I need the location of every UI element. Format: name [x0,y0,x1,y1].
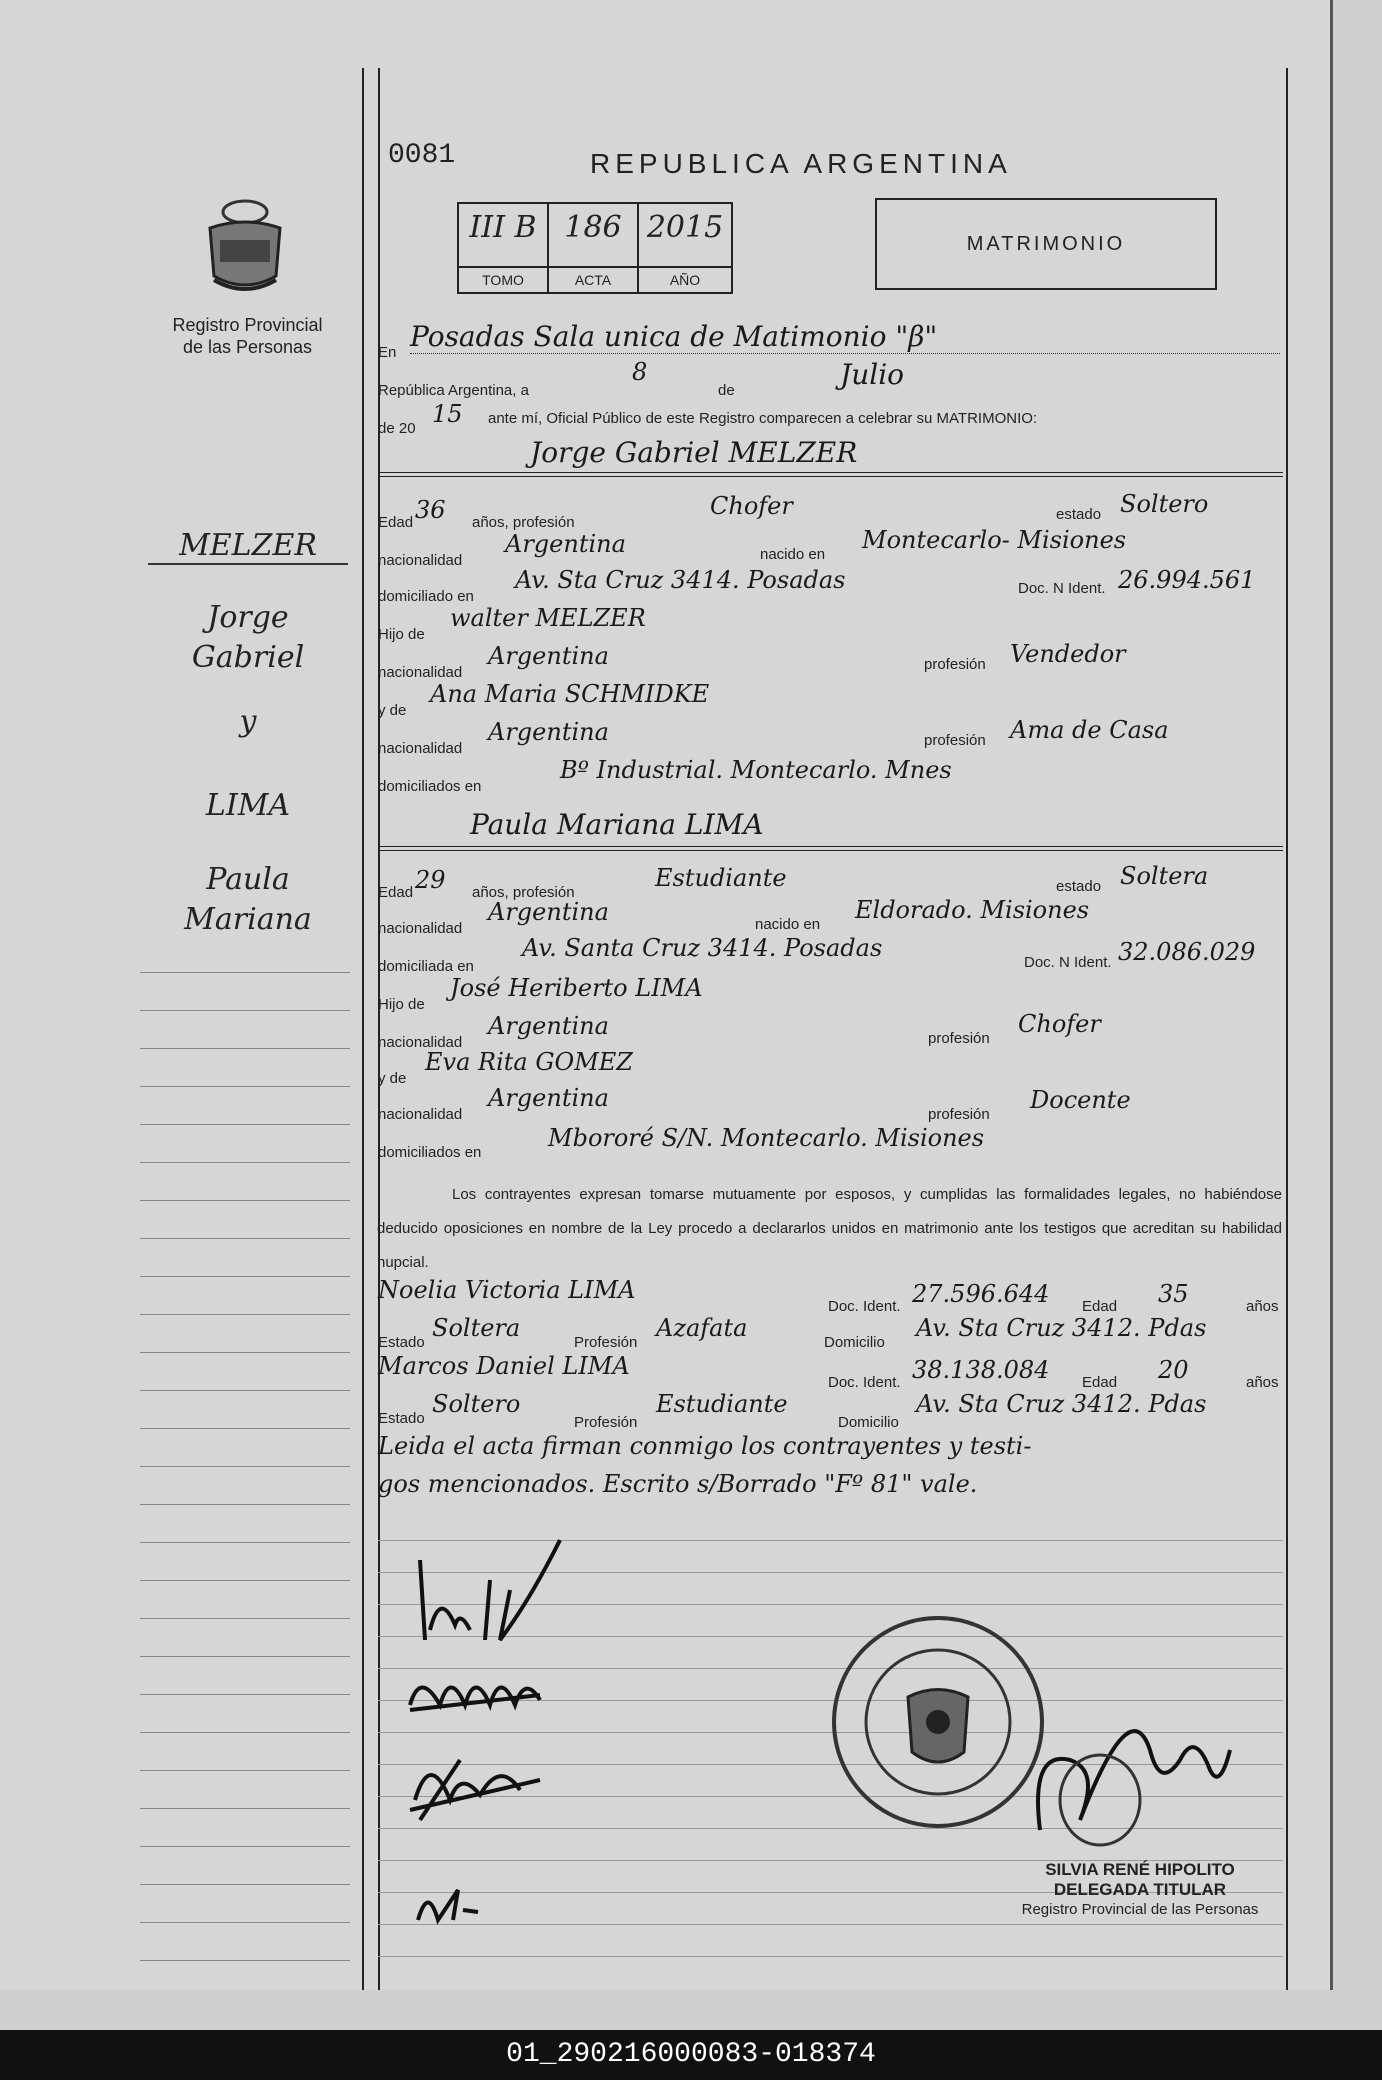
groom-father-nat-label: nacionalidad [378,664,463,681]
witness-2-doc: 38.138.084 [912,1356,1050,1384]
groom-father: walter MELZER [450,604,646,632]
de-label: de [718,382,735,399]
province-coat-of-arms-icon [200,198,290,298]
year-prefix: de 20 [378,420,416,437]
bride-estado-label: estado [1056,878,1102,895]
groom-profession: Chofer [710,492,793,520]
scan-id-footer: 01_290216000083-018374 [0,2030,1382,2080]
groom-yde-label: y de [378,702,407,719]
groom-anos-profesion-label: años, profesión [472,514,575,531]
bride-father: José Heriberto LIMA [450,974,703,1002]
anio-label: AÑO [639,266,731,292]
witness-1-profesion-label: Profesión [574,1334,638,1351]
bride-father-nat-label: nacionalidad [378,1034,463,1051]
bride-parents-address: Mbororé S/N. Montecarlo. Misiones [548,1124,985,1152]
groom-mother-prof: Ama de Casa [1010,716,1169,744]
witness-1-signature [400,1740,550,1830]
groom-nacido-label: nacido en [760,546,826,563]
margin-groom-surname: MELZER [148,528,348,565]
witness-1-profession: Azafata [656,1314,748,1342]
groom-signature [400,1520,590,1660]
left-frame-line [362,68,364,1990]
witness-2-estado-label: Estado [378,1410,425,1427]
groom-father-nat: Argentina [488,642,609,670]
bride-name-rule [378,846,1283,851]
witness-2-doc-label: Doc. Ident. [828,1374,901,1391]
bride-father-nat: Argentina [488,1012,609,1040]
month-value: Julio [840,358,905,391]
groom-doc: 26.994.561 [1118,566,1256,594]
witness-1-doc-label: Doc. Ident. [828,1298,901,1315]
document-type-box: MATRIMONIO [875,198,1217,290]
groom-parents-dom-label: domiciliados en [378,778,482,795]
bride-profession: Estudiante [655,864,787,892]
witness-2-signature [408,1880,488,1930]
body-right-line [1286,68,1288,1990]
official-name: SILVIA RENÉ HIPOLITO [1045,1860,1235,1879]
bride-age: 29 [415,866,446,894]
groom-mother-nat: Argentina [488,718,609,746]
day-value: 8 [632,358,648,386]
acta-cell [549,204,639,292]
witness-2-profession: Estudiante [656,1390,788,1418]
groom-domiciliado-label: domiciliado en [378,588,474,605]
groom-mother: Ana Maria SCHMIDKE [430,680,710,708]
bride-nacido-label: nacido en [755,916,821,933]
tomo-value: III B [469,210,537,245]
groom-age: 36 [415,496,446,524]
groom-doc-label: Doc. N Ident. [1018,580,1106,597]
witness-1-domicilio-label: Domicilio [824,1334,885,1351]
witness-2-estado: Soltero [432,1390,521,1418]
groom-hijo-label: Hijo de [378,626,425,643]
bride-doc-label: Doc. N Ident. [1024,954,1112,971]
bride-nationality: Argentina [488,898,609,926]
groom-name-rule [378,472,1283,477]
tomo-cell [459,204,549,292]
groom-estado: Soltero [1120,490,1209,518]
closing-line-2: gos mencionados. Escrito s/Borrado "Fº 81" vale. [378,1470,978,1498]
acta-label: ACTA [549,266,637,292]
official-stamp [1020,1860,1260,1920]
witness-2-profesion-label: Profesión [574,1414,638,1431]
year-suffix: 15 [432,400,463,428]
witness-1-estado-label: Estado [378,1334,425,1351]
witness-1-anos-label: años [1246,1298,1279,1315]
bride-mother-nat-label: nacionalidad [378,1106,463,1123]
witness-2-anos-label: años [1246,1374,1279,1391]
tomo-label: TOMO [459,266,547,292]
book-reference-box [457,202,733,294]
groom-full-name: Jorge Gabriel MELZER [530,436,858,469]
bride-address: Av. Santa Cruz 3414. Posadas [522,934,883,962]
margin-conjunction: y [239,704,257,739]
official-role: DELEGADA TITULAR [1053,1880,1227,1899]
witness-2-address: Av. Sta Cruz 3412. Pdas [916,1390,1207,1418]
en-label: En [378,344,397,361]
bride-signature [400,1660,550,1740]
official-office: Registro Provincial de las Personas [1021,1901,1259,1918]
bride-mother: Eva Rita GOMEZ [425,1048,633,1076]
anio-value: 2015 [646,210,724,245]
witness-2-age: 20 [1158,1356,1189,1384]
witness-2-name: Marcos Daniel LIMA [378,1352,630,1380]
closing-line-1: Leida el acta firman conmigo los contrayentes y testi- [378,1432,1032,1460]
republica-label: República Argentina, a [378,382,529,399]
witness-1-doc: 27.596.644 [912,1280,1050,1308]
witness-1-address: Av. Sta Cruz 3412. Pdas [916,1314,1207,1342]
bride-father-prof: Chofer [1018,1010,1101,1038]
bride-nacionalidad-label: nacionalidad [378,920,463,937]
official-signature [1010,1670,1240,1850]
witness-1-edad-label: Edad [1082,1298,1118,1315]
bride-parents-dom-label: domiciliados en [378,1144,482,1161]
bride-full-name: Paula Mariana LIMA [470,808,764,841]
groom-nationality: Argentina [505,530,626,558]
groom-birthplace: Montecarlo- Misiones [862,526,1127,554]
margin-groom-name2: Gabriel [191,640,305,675]
bride-birthplace: Eldorado. Misiones [855,896,1090,924]
intro-text: ante mí, Oficial Público de este Registro comparecen a celebrar su MATRIMONIO: [488,410,1038,427]
bride-domiciliada-label: domiciliada en [378,958,474,975]
groom-mother-nat-label: nacionalidad [378,740,463,757]
margin-bride-name1: Paula [206,862,290,897]
margin-groom-name1: Jorge [207,600,289,635]
witness-2-domicilio-label: Domicilio [838,1414,899,1431]
bride-estado: Soltera [1120,862,1209,890]
declaration-text: Los contrayentes expresan tomarse mutuamente por esposos, y cumplidas las formalidades legales, no habiéndose deducido oposiciones en nombre de la Ley procedo a declararlos unidos en matrimonio ante los testigos que acreditan su habilidad nupcial. [377,1186,1282,1271]
registry-label: Registro Provincial de las Personas [172,315,323,357]
bride-yde-label: y de [378,1070,407,1087]
bride-mother-prof-label: profesión [928,1106,990,1123]
groom-mother-prof-label: profesión [924,732,986,749]
bride-doc: 32.086.029 [1118,938,1256,966]
margin-bride-name2: Mariana [184,902,312,937]
witness-1-estado: Soltera [432,1314,521,1342]
witness-1-age: 35 [1158,1280,1189,1308]
acta-value: 186 [564,210,622,245]
anio-cell [639,204,731,292]
bride-hijo-label: Hijo de [378,996,425,1013]
bride-father-prof-label: profesión [928,1030,990,1047]
bride-edad-label: Edad [378,884,414,901]
bride-mother-prof: Docente [1030,1086,1131,1114]
bride-anos-profesion-label: años, profesión [472,884,575,901]
witness-1-name: Noelia Victoria LIMA [378,1276,636,1304]
groom-nacionalidad-label: nacionalidad [378,552,463,569]
groom-estado-label: estado [1056,506,1102,523]
groom-father-prof-label: profesión [924,656,986,673]
witness-2-edad-label: Edad [1082,1374,1118,1391]
groom-edad-label: Edad [378,514,414,531]
serial-number: 0081 [388,140,456,171]
margin-bride-surname: LIMA [205,788,291,823]
place-value: Posadas Sala unica de Matimonio "β" [410,320,1280,354]
bride-mother-nat: Argentina [488,1084,609,1112]
groom-address: Av. Sta Cruz 3414. Posadas [515,566,846,594]
document-title: REPUBLICA ARGENTINA [590,148,1012,179]
groom-parents-address: Bº Industrial. Montecarlo. Mnes [560,756,952,784]
groom-father-prof: Vendedor [1010,640,1126,668]
